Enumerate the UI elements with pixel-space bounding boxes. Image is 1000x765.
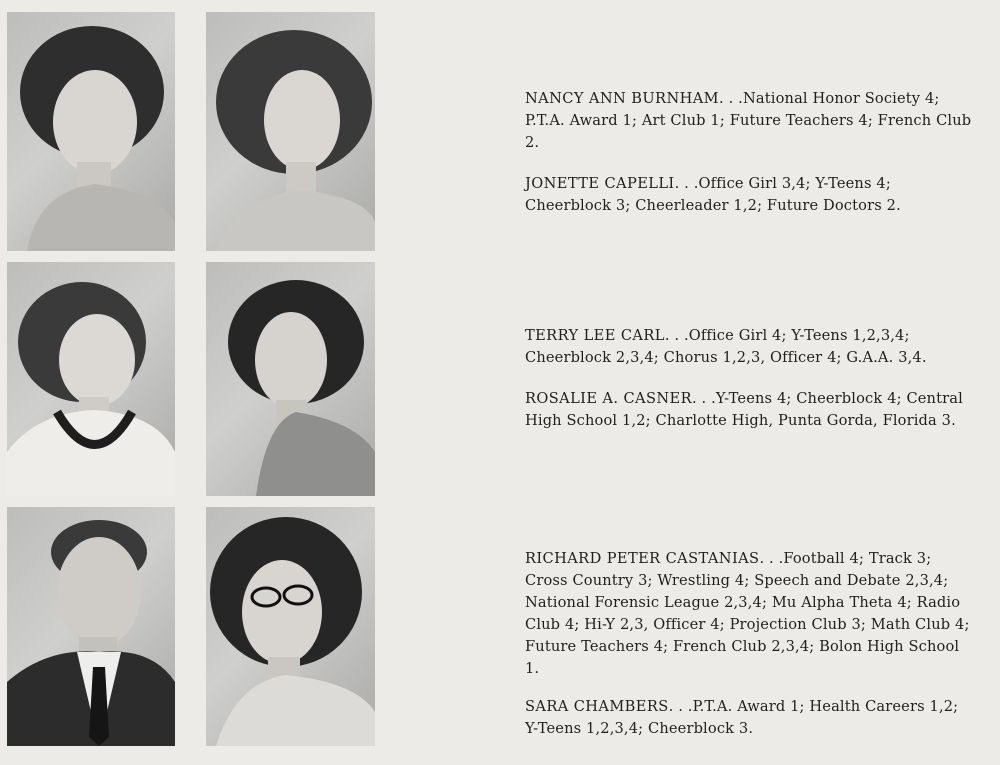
student-activities: . . .Y-Teens 4; Cheerblock 4; Central High School 1,2; Charlotte High, Punta Gorda, Florida 3. bbox=[525, 390, 963, 429]
student-activities: . . .Office Girl 4; Y-Teens 1,2,3,4; Cheerblock 2,3,4; Chorus 1,2,3, Officer 4; G.A.A. 3,4. bbox=[525, 327, 927, 366]
student-name: RICHARD PETER CASTANIAS bbox=[525, 550, 760, 567]
portrait-photo-chambers bbox=[206, 507, 375, 746]
portrait-photo-carl bbox=[7, 262, 175, 496]
student-entry bbox=[525, 696, 975, 740]
student-entry bbox=[525, 88, 975, 154]
student-entry bbox=[525, 173, 975, 217]
student-name: TERRY LEE CARL bbox=[525, 327, 665, 344]
student-activities: . . .Football 4; Track 3; Cross Country 3; Wrestling 4; Speech and Debate 2,3,4; National Forensic League 2,3,4; Mu Alpha Theta 4; Radio Club 4; Hi-Y 2,3, Officer 4; Projection Club 3; Math Club 4; Future Teachers 4; French Club 2,3,4; Bolon High School 1. bbox=[525, 550, 970, 677]
portrait-photo-burnham bbox=[7, 12, 175, 251]
student-name: NANCY ANN BURNHAM bbox=[525, 90, 720, 107]
student-entry bbox=[525, 548, 975, 680]
portrait-photo-capelli bbox=[206, 12, 375, 251]
student-name: JONETTE CAPELLI bbox=[525, 175, 675, 192]
student-activities: . . .P.T.A. Award 1; Health Careers 1,2; Y-Teens 1,2,3,4; Cheerblock 3. bbox=[525, 698, 959, 737]
portrait-photo-castanias bbox=[7, 507, 175, 746]
portrait-photo-casner bbox=[206, 262, 375, 496]
student-name: ROSALIE A. CASNER bbox=[525, 390, 692, 407]
student-activities: . . .National Honor Society 4; P.T.A. Award 1; Art Club 1; Future Teachers 4; French Club 2. bbox=[525, 90, 972, 151]
student-entry bbox=[525, 388, 975, 432]
student-name: SARA CHAMBERS bbox=[525, 698, 669, 715]
student-activities: . . .Office Girl 3,4; Y-Teens 4; Cheerblock 3; Cheerleader 1,2; Future Doctors 2. bbox=[525, 175, 901, 214]
student-entry bbox=[525, 325, 975, 369]
